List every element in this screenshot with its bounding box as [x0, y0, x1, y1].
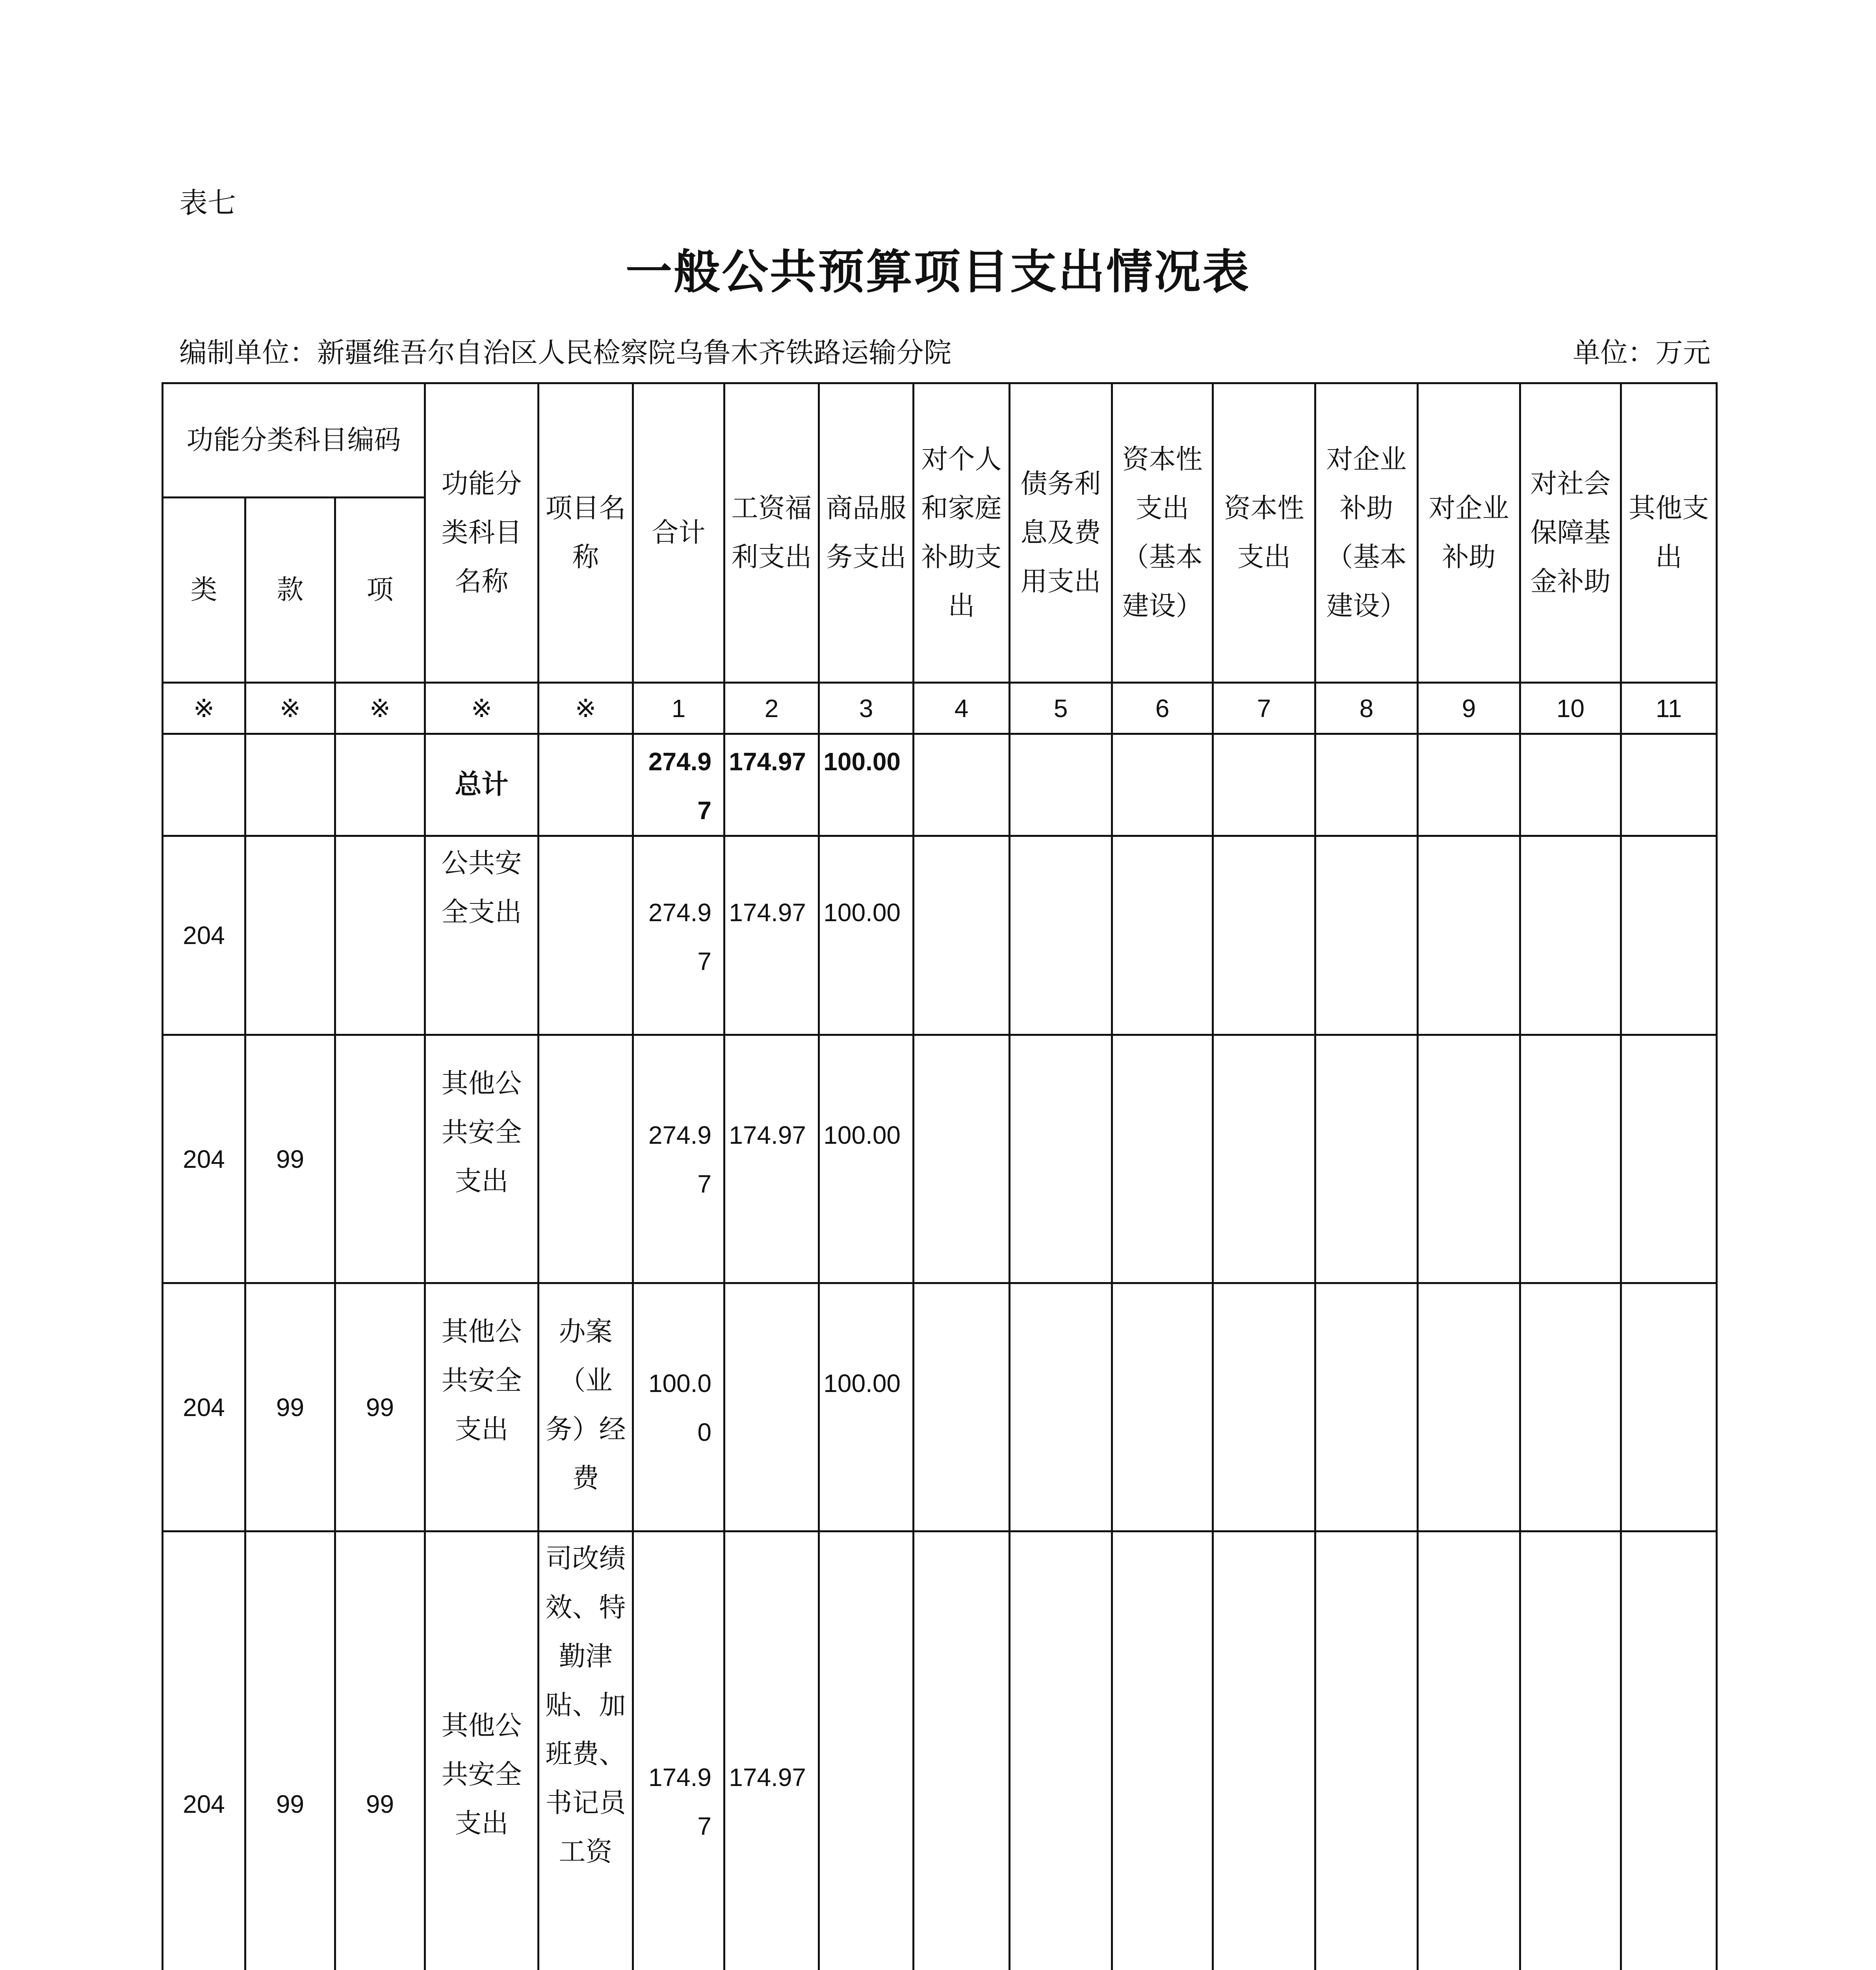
cell-salary: 174.97	[724, 734, 819, 836]
page-title: 一般公共预算项目支出情况表	[625, 244, 1250, 299]
index-cell: 5	[1010, 683, 1112, 734]
cell-empty	[1621, 1531, 1717, 1970]
compiling-unit: 编制单位：新疆维吾尔自治区人民检察院乌鲁木齐铁路运输分院	[179, 336, 951, 369]
cell-empty	[1213, 1035, 1315, 1283]
header-enterprise-build: 对企业补助（基本建设）	[1315, 383, 1418, 683]
index-cell: 4	[914, 683, 1010, 734]
header-kuan: 款	[245, 498, 335, 683]
cell-xiang: 99	[335, 1283, 425, 1531]
cell-empty	[1418, 1035, 1520, 1283]
cell-kuan	[245, 734, 335, 836]
cell-salary: 174.97	[724, 1035, 819, 1283]
index-cell: 1	[633, 683, 724, 734]
index-cell: ※	[163, 683, 245, 734]
index-cell: ※	[425, 683, 539, 734]
table-row	[163, 1035, 1717, 1283]
header-row-1	[163, 383, 1717, 498]
cell-empty	[1621, 1035, 1717, 1283]
cell-salary: 174.97	[724, 836, 819, 1035]
cell-empty	[914, 1283, 1010, 1531]
cell-func-name: 其他公共安全支出	[425, 1035, 539, 1283]
unit-label: 单位：万元	[1573, 336, 1711, 369]
cell-xiang: 99	[335, 1531, 425, 1970]
cell-kuan: 99	[245, 1283, 335, 1531]
cell-empty	[1010, 734, 1112, 836]
cell-goods: 100.00	[819, 734, 914, 836]
cell-kuan	[245, 836, 335, 1035]
cell-goods: 100.00	[819, 836, 914, 1035]
cell-empty	[1010, 1283, 1112, 1531]
cell-total: 274.97	[633, 734, 724, 836]
cell-empty	[1112, 1283, 1213, 1531]
header-capital: 资本性支出	[1213, 383, 1315, 683]
cell-empty	[1112, 1531, 1213, 1970]
cell-kuan: 99	[245, 1531, 335, 1970]
cell-empty	[1315, 734, 1418, 836]
cell-empty	[1213, 1531, 1315, 1970]
cell-empty	[914, 1035, 1010, 1283]
cell-empty	[1418, 1531, 1520, 1970]
header-func-name: 功能分类科目名称	[425, 383, 539, 683]
cell-empty	[914, 836, 1010, 1035]
budget-table	[162, 382, 1718, 1970]
header-social: 对社会保障基金补助	[1520, 383, 1621, 683]
cell-project	[539, 734, 633, 836]
cell-project	[539, 1035, 633, 1283]
cell-project: 办案（业务）经费	[539, 1283, 633, 1531]
cell-empty	[1418, 734, 1520, 836]
cell-lei	[163, 734, 245, 836]
header-capital-build: 资本性支出（基本建设）	[1112, 383, 1213, 683]
cell-empty	[1520, 734, 1621, 836]
cell-goods: 100.00	[819, 1035, 914, 1283]
header-other: 其他支出	[1621, 383, 1717, 683]
index-cell: ※	[245, 683, 335, 734]
table-row	[163, 734, 1717, 836]
cell-empty	[1315, 1531, 1418, 1970]
cell-func-name: 其他公共安全支出	[425, 1531, 539, 1970]
cell-xiang	[335, 836, 425, 1035]
cell-empty	[1418, 836, 1520, 1035]
header-proj-name: 项目名称	[539, 383, 633, 683]
cell-empty	[914, 1531, 1010, 1970]
cell-empty	[1520, 836, 1621, 1035]
cell-empty	[1213, 734, 1315, 836]
cell-empty	[1520, 1283, 1621, 1531]
index-cell: 8	[1315, 683, 1418, 734]
cell-total: 100.00	[633, 1283, 724, 1531]
cell-empty	[1315, 1035, 1418, 1283]
cell-func-name: 总计	[425, 734, 539, 836]
header-code-group: 功能分类科目编码	[163, 383, 425, 498]
table-row	[163, 1283, 1717, 1531]
cell-empty	[1621, 836, 1717, 1035]
cell-empty	[1315, 1283, 1418, 1531]
cell-xiang	[335, 734, 425, 836]
header-enterprise: 对企业补助	[1418, 383, 1520, 683]
cell-goods: 100.00	[819, 1283, 914, 1531]
cell-salary	[724, 1283, 819, 1531]
cell-empty	[1213, 1283, 1315, 1531]
cell-project: 司改绩效、特勤津贴、加班费、书记员工资	[539, 1531, 633, 1970]
header-personal: 对个人和家庭补助支出	[914, 383, 1010, 683]
table-number: 表七	[179, 186, 236, 219]
cell-empty	[1010, 1531, 1112, 1970]
table-row	[163, 836, 1717, 1035]
index-cell: 2	[724, 683, 819, 734]
cell-project	[539, 836, 633, 1035]
cell-lei: 204	[163, 1035, 245, 1283]
cell-lei: 204	[163, 836, 245, 1035]
index-cell: 11	[1621, 683, 1717, 734]
header-salary: 工资福利支出	[724, 383, 819, 683]
cell-empty	[1112, 836, 1213, 1035]
cell-kuan: 99	[245, 1035, 335, 1283]
index-row	[163, 683, 1717, 734]
index-cell: 9	[1418, 683, 1520, 734]
cell-total: 274.97	[633, 836, 724, 1035]
cell-empty	[1112, 1035, 1213, 1283]
cell-salary: 174.97	[724, 1531, 819, 1970]
index-cell: ※	[539, 683, 633, 734]
cell-empty	[1520, 1531, 1621, 1970]
cell-lei: 204	[163, 1531, 245, 1970]
cell-empty	[1520, 1035, 1621, 1283]
index-cell: 7	[1213, 683, 1315, 734]
header-debt: 债务利息及费用支出	[1010, 383, 1112, 683]
cell-total: 274.97	[633, 1035, 724, 1283]
table-row	[163, 1531, 1717, 1970]
header-xiang: 项	[335, 498, 425, 683]
cell-xiang	[335, 1035, 425, 1283]
cell-empty	[1621, 734, 1717, 836]
cell-empty	[1418, 1283, 1520, 1531]
cell-empty	[914, 734, 1010, 836]
cell-total: 174.97	[633, 1531, 724, 1970]
header-lei: 类	[163, 498, 245, 683]
index-cell: 3	[819, 683, 914, 734]
header-total: 合计	[633, 383, 724, 683]
cell-empty	[1112, 734, 1213, 836]
cell-lei: 204	[163, 1283, 245, 1531]
cell-empty	[1621, 1283, 1717, 1531]
index-cell: 6	[1112, 683, 1213, 734]
cell-func-name: 公共安全支出	[425, 836, 539, 1035]
cell-empty	[1010, 1035, 1112, 1283]
header-goods: 商品服务支出	[819, 383, 914, 683]
cell-func-name: 其他公共安全支出	[425, 1283, 539, 1531]
cell-empty	[1315, 836, 1418, 1035]
cell-empty	[1213, 836, 1315, 1035]
index-cell: 10	[1520, 683, 1621, 734]
index-cell: ※	[335, 683, 425, 734]
cell-empty	[1010, 836, 1112, 1035]
cell-goods	[819, 1531, 914, 1970]
